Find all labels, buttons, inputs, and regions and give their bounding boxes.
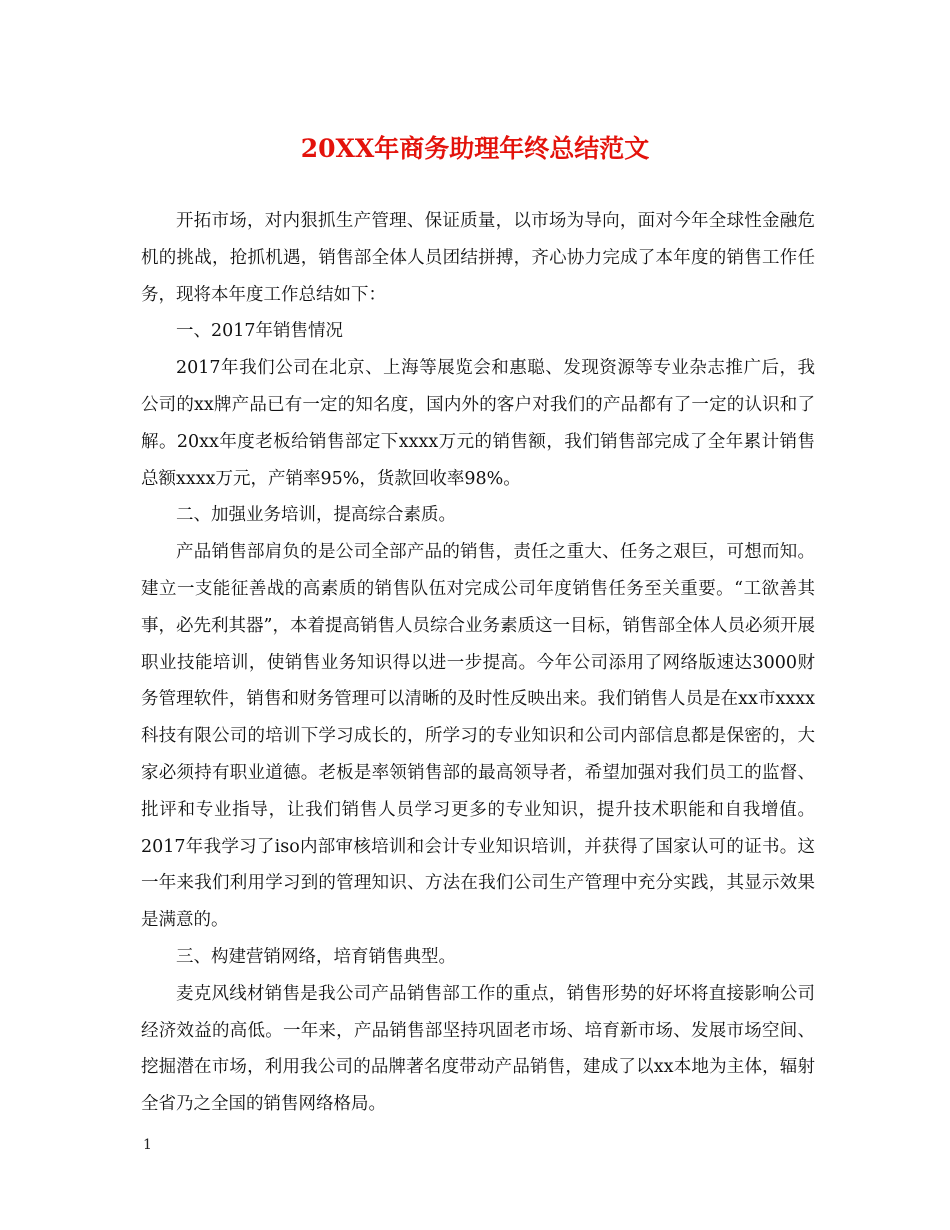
intro-paragraph: 开拓市场，对内狠抓生产管理、保证质量，以市场为导向，面对今年全球性金融危机的挑战，抢抓机遇，销售部全体人员团结拼搏，齐心协力完成了本年度的销售工作任务，现将本年度工作总结如下：	[141, 211, 815, 305]
document-body	[141, 203, 815, 1123]
page-number: 1	[143, 1137, 152, 1153]
network-paragraph: 麦克风线材销售是我公司产品销售部工作的重点，销售形势的好坏将直接影响公司经济效益的高低。一年来，产品销售部坚持巩固老市场、培育新市场、发展市场空间、挖掘潜在市场，利用我公司的品牌著名度带动产品销售，建成了以xx本地为主体，辐射全省乃之全国的销售网络格局。	[141, 983, 815, 1115]
sales-paragraph: 2017年我们公司在北京、上海等展览会和惠聪、发现资源等专业杂志推广后，我公司的xx牌产品已有一定的知名度，国内外的客户对我们的产品都有了一定的认识和了解。20xx年度老板给销售部定下xxxx万元的销售额，我们销售部完成了全年累计销售总额xxxx万元，产销率95%，货款回收率98%。	[141, 358, 815, 489]
document-title: 20XX年商务助理年终总结范文	[300, 134, 650, 163]
section-heading-network: 三、构建营销网络，培育销售典型。	[176, 946, 456, 967]
training-paragraph: 产品销售部肩负的是公司全部产品的销售，责任之重大、任务之艰巨，可想而知。建立一支能征善战的高素质的销售队伍对完成公司年度销售任务至关重要。“工欲善其事，必先利其器”，本着提高销售人员综合业务素质这一目标，销售部全体人员必须开展职业技能培训，使销售业务知识得以进一步提高。今年公司添用了网络版速达3000财务管理软件，销售和财务管理可以清晰的及时性反映出来。我们销售人员是在xx市xxxx科技有限公司的培训下学习成长的，所学习的专业知识和公司内部信息都是保密的，大家必须持有职业道德。老板是率领销售部的最高领导者，希望加强对我们员工的监督、批评和专业指导，让我们销售人员学习更多的专业知识，提升技术职能和自我增值。2017年我学习了iso内部审核培训和会计专业知识培训，并获得了国家认可的证书。这一年来我们利用学习到的管理知识、方法在我们公司生产管理中充分实践，其显示效果是满意的。	[141, 542, 815, 931]
section-heading-sales: 一、2017年销售情况	[176, 321, 344, 342]
section-heading-training: 二、加强业务培训，提高综合素质。	[176, 505, 456, 526]
